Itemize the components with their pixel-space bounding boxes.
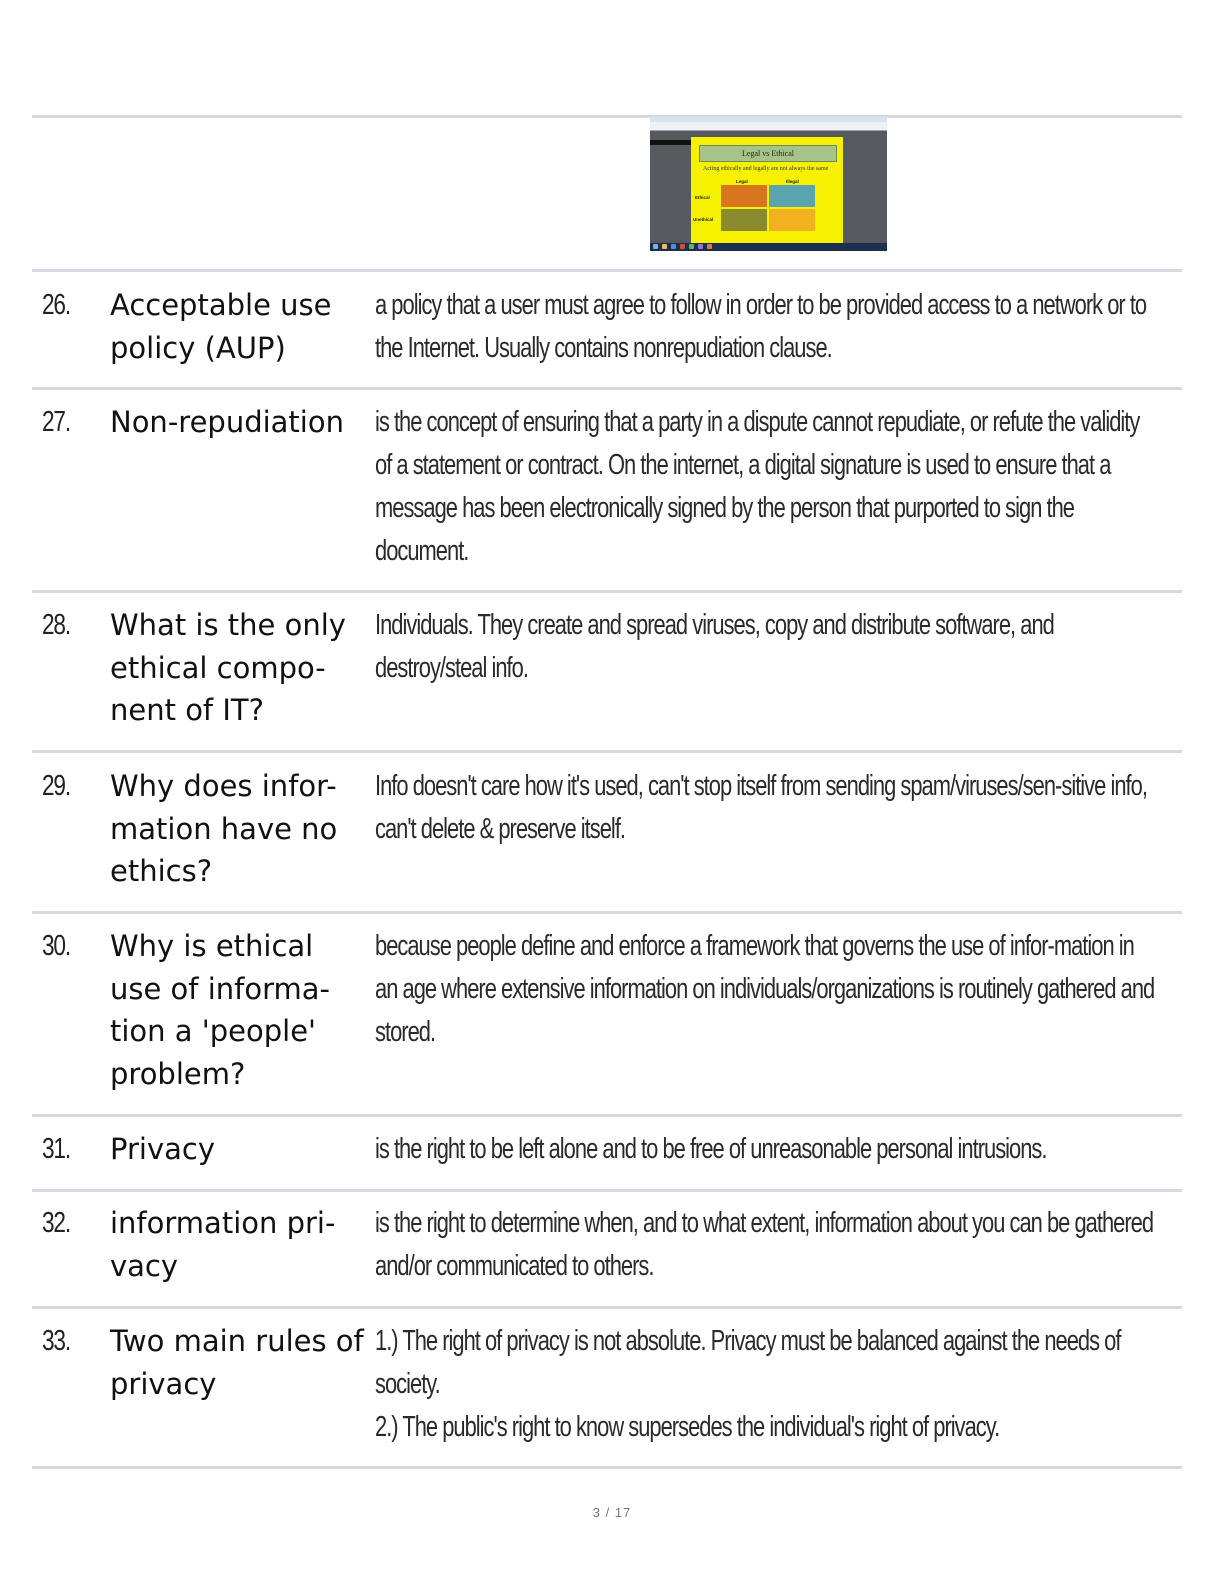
embedded-screenshot: [650, 117, 887, 251]
entry-definition: Individuals. They create and spread viruses, copy and distribute software, and destroy/steal info.: [375, 609, 1054, 684]
slide: [691, 137, 843, 243]
taskbar-app-icon: [680, 244, 685, 249]
divider: [32, 115, 1182, 118]
taskbar-app-icon: [707, 244, 712, 249]
entry-term: Non-repudiation: [110, 405, 344, 439]
entry-term: Privacy: [110, 1132, 215, 1166]
entry-definition: is the right to determine when, and to what extent, information about you can be gathered and/or communicated to others.: [375, 1207, 1154, 1282]
entry-term: information pri-vacy: [110, 1206, 336, 1283]
taskbar-app-icon: [698, 244, 703, 249]
entry-number: 30.: [42, 930, 70, 962]
entry-term: Acceptable use policy (AUP): [110, 288, 332, 365]
divider: [32, 590, 1182, 593]
divider: [32, 1114, 1182, 1117]
start-icon: [653, 244, 658, 249]
row-unethical-label: Unethical: [693, 217, 714, 222]
entry-number: 28.: [42, 609, 70, 641]
divider: [32, 1466, 1182, 1469]
taskbar: [650, 243, 887, 251]
browser-toolbar: [650, 122, 887, 131]
divider: [32, 1189, 1182, 1192]
divider: [32, 750, 1182, 753]
divider: [32, 387, 1182, 390]
divider: [32, 1306, 1182, 1309]
col-illegal-label: Illegal: [786, 179, 799, 184]
taskbar-app-icon: [671, 244, 676, 249]
entry-definition: 1.) The right of privacy is not absolute. Privacy must be balanced against the needs of society. 2.) The public's right to know supersedes the individual's right of privacy.: [375, 1325, 1121, 1443]
entry-definition: because people define and enforce a framework that governs the use of infor-mation in an age where extensive information on individuals/organizations is routinely gathered and stored.: [375, 930, 1155, 1048]
entry-term: Why does infor-mation have no ethics?: [110, 769, 338, 888]
slide-subtitle: Acting ethically and legally are not always the same: [703, 166, 829, 172]
cell-illegal-unethical: [769, 209, 815, 231]
slide-title: Legal vs Ethical: [699, 145, 837, 162]
divider: [32, 269, 1182, 272]
divider: [32, 911, 1182, 914]
cell-legal-unethical: [721, 209, 767, 231]
cell-legal-ethical: [721, 185, 767, 207]
entry-number: 29.: [42, 770, 70, 802]
entry-definition: a policy that a user must agree to follow in order to be provided access to a network or to the Internet. Usually contains nonrepudiation clause.: [375, 289, 1147, 364]
entry-number: 27.: [42, 406, 70, 438]
cell-illegal-ethical: [769, 185, 815, 207]
page-number: 3 / 17: [592, 1505, 632, 1520]
row-ethical-label: Ethical: [695, 195, 710, 200]
entry-number: 32.: [42, 1207, 70, 1239]
taskbar-app-icon: [662, 244, 667, 249]
entry-definition: Info doesn't care how it's used, can't stop itself from sending spam/viruses/sen-sitive info, can't delete & preserve itself.: [375, 770, 1147, 845]
entry-number: 31.: [42, 1133, 70, 1165]
entry-definition: is the concept of ensuring that a party in a dispute cannot repudiate, or refute the validity of a statement or contract. On the internet, a digital signature is used to ensure that a message has been electronically signed by the person that purported to sign the document.: [375, 406, 1140, 567]
taskbar-app-icon: [689, 244, 694, 249]
entry-number: 33.: [42, 1325, 70, 1357]
entry-term: Two main rules of privacy: [110, 1324, 364, 1401]
entry-definition: is the right to be left alone and to be free of unreasonable personal intrusions.: [375, 1133, 1047, 1165]
entry-term: Why is ethical use of informa-tion a 'people' problem?: [110, 929, 331, 1091]
col-legal-label: Legal: [736, 179, 748, 184]
entry-number: 26.: [42, 289, 70, 321]
entry-term: What is the only ethical compo-nent of IT?: [110, 608, 346, 727]
